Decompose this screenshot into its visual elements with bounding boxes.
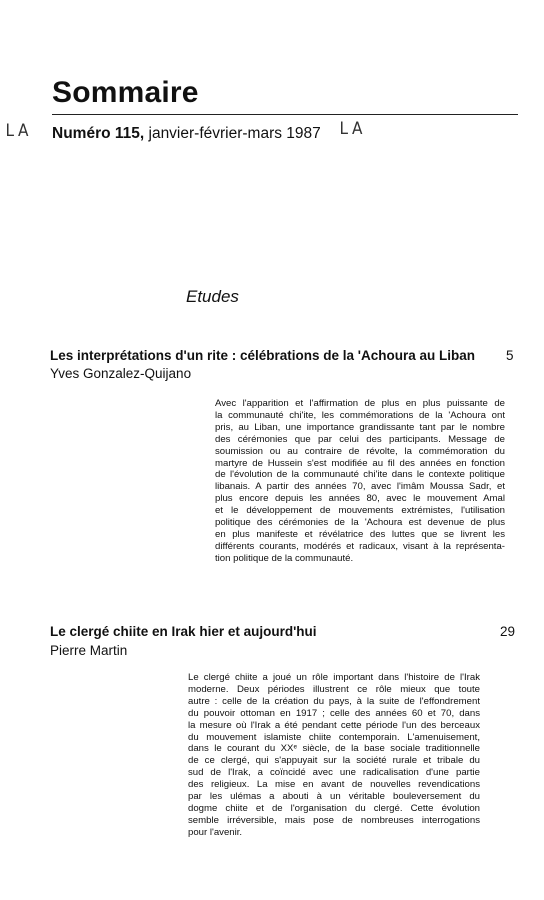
page-title: Sommaire [52,76,199,109]
abstract-line: du mouvement islamiste chiite contemporain. L'amenuisement, [188,731,480,743]
issue-line [52,125,321,143]
abstract-line: autre : celle de la création du pays, à la suite de l'effondrement [188,695,480,707]
abstract-line: libanais. A partir des années 70, avec l'imâm Moussa Sadr, et [215,481,505,493]
abstract-line: en plus manifeste et révélatrice des luttes que se livrent les [215,528,505,540]
article-author: Yves Gonzalez-Quijano [50,366,192,381]
abstract-line: pris, au Liban, une importance grandissante tant par le nombre [215,421,505,433]
abstract-line: Le clergé chiite a joué un rôle important dans l'histoire de l'Irak [188,672,480,683]
abstract-line: et le développement de mouvements extrémistes, l'utilisation [215,505,505,517]
abstract-line: politique des cérémonies de la 'Achoura est devenue de plus [215,517,505,529]
article-title[interactable]: Les interprétations d'un rite : célébrations de la 'Achoura au Liban [50,348,475,363]
abstract-line: tion politique de la communauté. [215,552,354,564]
handwritten-annotation-left: LA [5,121,33,141]
article-page-number: 29 [500,624,516,639]
abstract-line: dans le courant du XXᵉ siècle, de la base sociale traditionnelle [188,743,480,755]
abstract-line: semble irréversible, mais pose de nombreuses interrogations [188,814,480,826]
issue-number: Numéro 115, [52,125,145,142]
handwritten-annotation-right: LA [339,119,367,139]
abstract-line: différents courants, modérés et radicaux, visant à la représenta- [215,540,505,552]
abstract-line: des cérémonies que par celui des participants. Message de [215,433,505,445]
abstract-line: de ce clergé, qui s'appuyait sur la société rurale et tribale du [188,755,480,767]
abstract-line: par les ulémas a abouti à un véritable bouleversement du [188,791,480,803]
abstract-line: martyre de Hussein s'est modifiée au fil des années en fonction [215,457,505,469]
abstract-line: pour l'avenir. [188,826,243,838]
abstract-line: dogme chiite et de l'organisation du clergé. Cette évolution [188,802,480,814]
abstract-line: de l'évolution de la communauté chi'ite dans le contexte politique [215,469,505,481]
abstract-line: du pouvoir ottoman en 1917 ; celle des années 60 et 70, dans [188,707,480,719]
article-author: Pierre Martin [50,643,128,658]
abstract-line: la mesure où l'Irak a été pendant cette période l'un des berceaux [188,719,480,731]
abstract-line: moderne. Deux périodes illustrent ce rôle mieux que toute [188,683,480,695]
abstract-line: des religieux. La mise en avant de nouvelles revendications [188,779,480,791]
abstract-line: soumission ou au contraire de révolte, la commémoration du [215,445,505,457]
article-title[interactable]: Le clergé chiite en Irak hier et aujourd'hui [50,624,317,639]
abstract-line: plus encore depuis les années 80, avec le mouvement Amal [215,493,505,505]
article-abstract [215,398,505,565]
abstract-line: sud de l'Irak, a coïncidé avec une radicalisation d'une partie [188,767,480,779]
issue-date: janvier-février-mars 1987 [148,125,321,142]
article-page-number: 5 [506,348,514,363]
title-rule [52,114,518,115]
section-heading: Etudes [186,287,239,306]
abstract-line: la communauté chi'ite, les commémorations de la 'Achoura ont [215,409,505,421]
article-abstract [188,672,480,839]
abstract-line: Avec l'apparition et l'affirmation de plus en plus puissante de [215,398,505,409]
